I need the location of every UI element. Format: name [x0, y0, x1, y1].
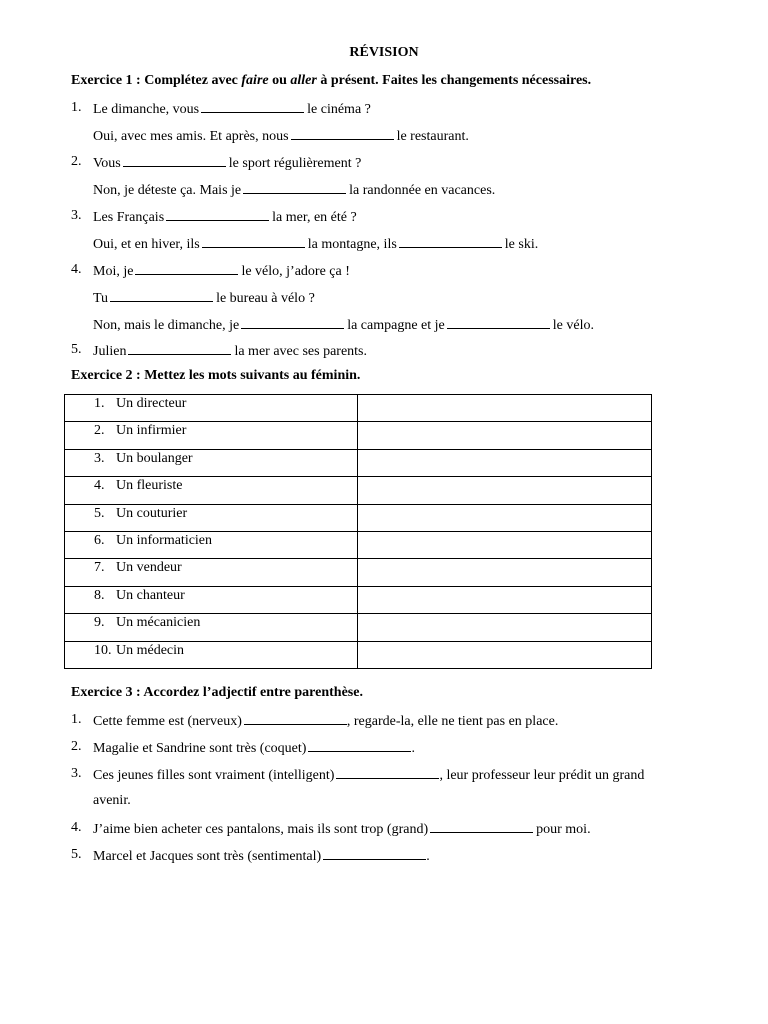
- ex1-item-1-number: 1.: [71, 100, 82, 115]
- answer-cell[interactable]: [358, 504, 652, 531]
- ex3-item-3-line-1: [93, 766, 644, 784]
- row-number: 10.: [94, 642, 112, 658]
- ex1-item-3-text-b: la mer, en été ?: [272, 210, 357, 225]
- ex1-item-1-text-c: Oui, avec mes amis. Et après, nous: [93, 129, 289, 144]
- exercise-1-heading-pre: Exercice 1 : Complétez avec: [71, 73, 242, 88]
- answer-blank[interactable]: [243, 181, 346, 194]
- row-word: Un infirmier: [116, 423, 187, 439]
- answer-blank[interactable]: [244, 712, 347, 725]
- table-row: [65, 531, 652, 558]
- row-number: 4.: [94, 478, 105, 494]
- answer-cell[interactable]: [358, 614, 652, 641]
- ex1-item-4-text-g: le vélo.: [552, 318, 594, 333]
- ex3-item-4-number: 4.: [71, 820, 82, 835]
- ex3-item-4-text-a: J’aime bien acheter ces pantalons, mais ils sont trop (grand): [93, 822, 429, 837]
- row-number: 6.: [94, 532, 105, 548]
- page-title: RÉVISION: [349, 45, 419, 60]
- word-cell: [65, 504, 358, 531]
- answer-blank[interactable]: [166, 208, 269, 221]
- row-word: Un couturier: [116, 505, 188, 521]
- ex1-item-3-text-a: Les Français: [93, 210, 165, 225]
- ex3-item-1-text-a: Cette femme est (nerveux): [93, 714, 242, 729]
- answer-blank[interactable]: [110, 289, 213, 302]
- answer-blank[interactable]: [336, 766, 439, 779]
- ex1-item-5-number: 5.: [71, 342, 82, 357]
- ex1-item-4-text-f: la campagne et je: [347, 318, 445, 333]
- answer-blank[interactable]: [123, 154, 226, 167]
- answer-blank[interactable]: [135, 262, 238, 275]
- ex1-item-3-line-2: [93, 235, 538, 253]
- ex3-item-5-number: 5.: [71, 847, 82, 862]
- ex1-item-2-line-2: [93, 181, 495, 199]
- word-cell: [65, 422, 358, 449]
- row-number: 7.: [94, 560, 105, 576]
- table-row: [65, 504, 652, 531]
- ex3-item-3-text-b: , leur professeur leur prédit un grand: [439, 768, 645, 783]
- word-cell: [65, 477, 358, 504]
- table-row: [65, 395, 652, 422]
- table-row: [65, 586, 652, 613]
- word-cell: [65, 395, 358, 422]
- row-word: Un boulanger: [116, 450, 193, 466]
- answer-blank[interactable]: [202, 235, 305, 248]
- answer-blank[interactable]: [291, 127, 394, 140]
- ex3-item-1-line: [93, 712, 558, 730]
- answer-blank[interactable]: [241, 316, 344, 329]
- ex1-item-1-line-1: [93, 100, 371, 118]
- ex3-item-2-line: [93, 739, 415, 757]
- ex3-item-2-text-b: .: [411, 741, 415, 756]
- row-number: 2.: [94, 423, 105, 439]
- ex1-item-4-number: 4.: [71, 262, 82, 277]
- ex1-item-2-line-1: [93, 154, 361, 172]
- ex1-item-3-text-c: Oui, et en hiver, ils: [93, 237, 200, 252]
- word-cell: [65, 614, 358, 641]
- answer-blank[interactable]: [201, 100, 304, 113]
- answer-cell[interactable]: [358, 449, 652, 476]
- row-number: 8.: [94, 587, 105, 603]
- ex1-item-1-text-d: le restaurant.: [396, 129, 469, 144]
- exercise-1-heading: [71, 73, 591, 89]
- ex1-item-2-text-a: Vous: [93, 156, 121, 171]
- ex1-item-1-line-2: [93, 127, 469, 145]
- word-cell: [65, 586, 358, 613]
- row-number: 3.: [94, 450, 105, 466]
- ex3-item-5-line: [93, 847, 430, 865]
- exercise-1-heading-mid: ou: [268, 73, 291, 88]
- answer-blank[interactable]: [399, 235, 502, 248]
- exercise-1-heading-faire: faire: [241, 73, 269, 88]
- table-row: [65, 422, 652, 449]
- ex3-item-3-line-2: avenir.: [93, 793, 131, 808]
- ex1-item-3-text-e: le ski.: [504, 237, 539, 252]
- ex1-item-4-line-2: [93, 289, 315, 307]
- table-row: [65, 477, 652, 504]
- ex1-item-4-line-1: [93, 262, 350, 280]
- table-row: [65, 449, 652, 476]
- answer-cell[interactable]: [358, 586, 652, 613]
- answer-blank[interactable]: [323, 847, 426, 860]
- ex3-item-2-number: 2.: [71, 739, 82, 754]
- feminine-table: [64, 394, 652, 669]
- ex3-item-4-text-b: pour moi.: [536, 822, 591, 837]
- table-row: [65, 641, 652, 668]
- answer-blank[interactable]: [430, 820, 533, 833]
- table-row: [65, 614, 652, 641]
- ex1-item-4-text-b: le vélo, j’adore ça !: [241, 264, 350, 279]
- row-number: 9.: [94, 615, 105, 631]
- exercise-1-heading-aller: aller: [290, 73, 317, 88]
- ex1-item-4-text-a: Moi, je: [93, 264, 134, 279]
- answer-cell[interactable]: [358, 477, 652, 504]
- ex1-item-4-text-c: Tu: [93, 291, 109, 306]
- ex1-item-2-number: 2.: [71, 154, 82, 169]
- ex1-item-1-text-a: Le dimanche, vous: [93, 102, 200, 117]
- ex1-item-5-text-a: Julien: [93, 344, 127, 359]
- ex1-item-3-number: 3.: [71, 208, 82, 223]
- answer-cell[interactable]: [358, 395, 652, 422]
- ex1-item-4-text-d: le bureau à vélo ?: [216, 291, 315, 306]
- row-number: 5.: [94, 505, 105, 521]
- ex3-item-5-text-b: .: [426, 849, 430, 864]
- word-cell: [65, 449, 358, 476]
- table-row: [65, 559, 652, 586]
- row-word: Un chanteur: [116, 587, 185, 603]
- ex3-item-3-text-a: Ces jeunes filles sont vraiment (intelligent): [93, 768, 335, 783]
- exercise-1-heading-post: à présent. Faites les changements nécessaires.: [316, 73, 592, 88]
- row-word: Un informaticien: [116, 532, 213, 548]
- word-cell: [65, 531, 358, 558]
- row-word: Un directeur: [116, 396, 187, 411]
- exercise-2-heading: Exercice 2 : Mettez les mots suivants au féminin.: [71, 368, 361, 383]
- ex1-item-5-line-1: [93, 342, 367, 360]
- row-word: Un fleuriste: [116, 478, 183, 494]
- word-cell: [65, 559, 358, 586]
- ex3-item-1-text-b: , regarde-la, elle ne tient pas en place.: [346, 714, 559, 729]
- ex1-item-2-text-c: Non, je déteste ça. Mais je: [93, 183, 242, 198]
- ex1-item-1-text-b: le cinéma ?: [307, 102, 371, 117]
- answer-blank[interactable]: [308, 739, 411, 752]
- ex3-item-2-text-a: Magalie et Sandrine sont très (coquet): [93, 741, 307, 756]
- ex1-item-4-text-e: Non, mais le dimanche, je: [93, 318, 240, 333]
- ex3-item-4-line: [93, 820, 591, 838]
- ex3-item-5-text-a: Marcel et Jacques sont très (sentimental): [93, 849, 322, 864]
- row-number: 1.: [94, 396, 105, 411]
- ex1-item-4-line-3: [93, 316, 594, 334]
- answer-cell[interactable]: [358, 531, 652, 558]
- ex3-item-1-number: 1.: [71, 712, 82, 727]
- ex1-item-3-line-1: [93, 208, 357, 226]
- ex1-item-2-text-b: le sport régulièrement ?: [228, 156, 362, 171]
- ex1-item-2-text-d: la randonnée en vacances.: [349, 183, 496, 198]
- answer-cell[interactable]: [358, 641, 652, 668]
- ex3-item-3-number: 3.: [71, 766, 82, 781]
- ex1-item-3-text-d: la montagne, ils: [307, 237, 397, 252]
- row-word: Un médecin: [116, 642, 185, 658]
- row-word: Un vendeur: [116, 560, 182, 576]
- exercise-3-heading: Exercice 3 : Accordez l’adjectif entre parenthèse.: [71, 685, 363, 700]
- ex1-item-5-text-b: la mer avec ses parents.: [234, 344, 368, 359]
- word-cell: [65, 641, 358, 668]
- answer-blank[interactable]: [447, 316, 550, 329]
- row-word: Un mécanicien: [116, 615, 201, 631]
- answer-cell[interactable]: [358, 422, 652, 449]
- answer-cell[interactable]: [358, 559, 652, 586]
- answer-blank[interactable]: [128, 342, 231, 355]
